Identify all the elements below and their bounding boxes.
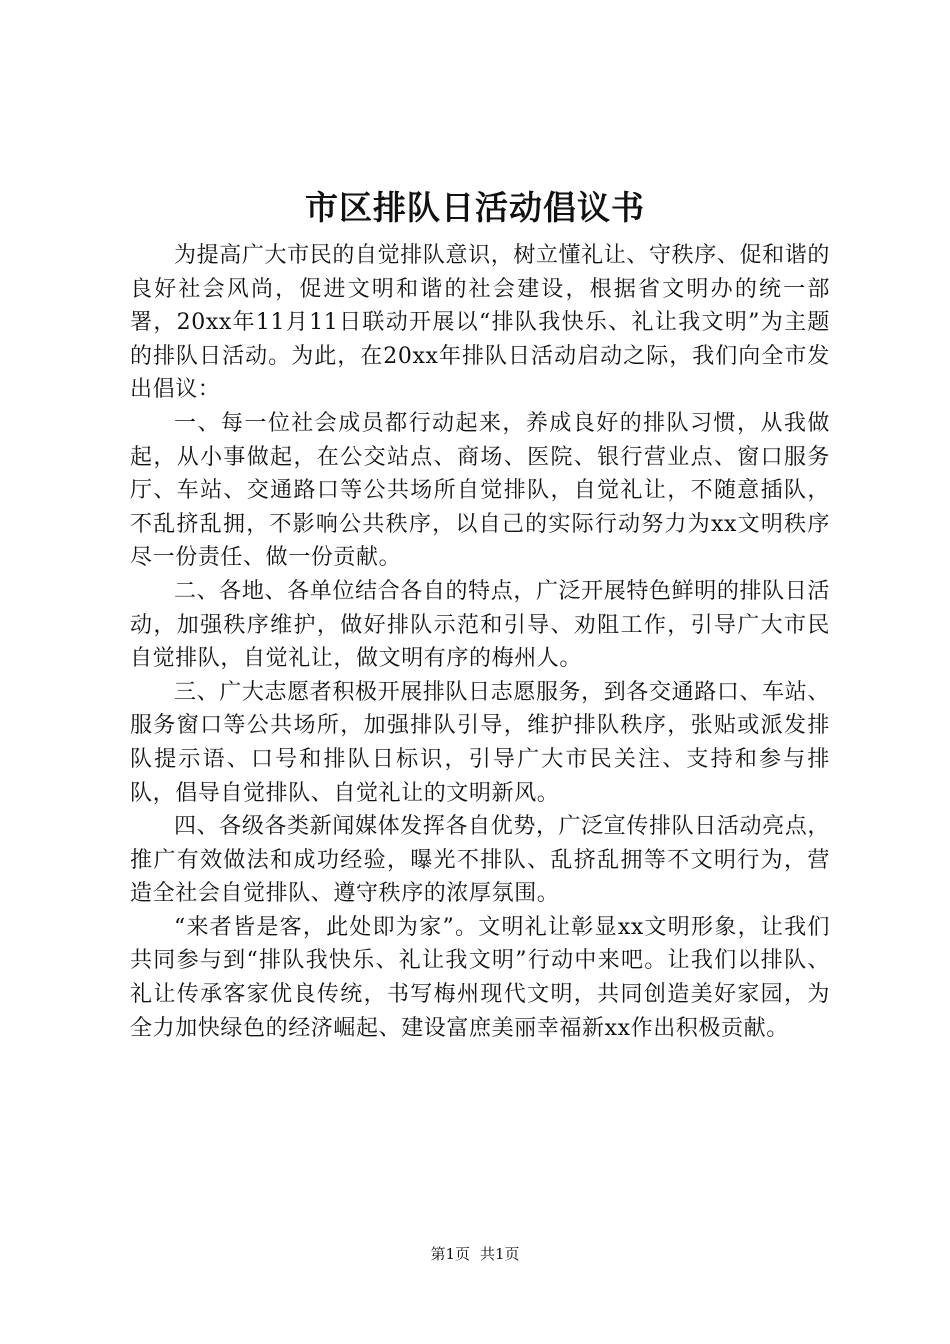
- page-footer: [0, 1244, 950, 1264]
- paragraph-point-1: 一、每一位社会成员都行动起来，养成良好的排队习惯，从我做起，从小事做起，在公交站点、商场、医院、银行营业点、窗口服务厅、车站、交通路口等公共场所自觉排队，自觉礼让，不随意插队，不乱挤乱拥，不影响公共秩序，以自己的实际行动努力为xx文明秩序尽一份责任、做一份贡献。: [130, 410, 830, 571]
- paragraph-point-3: 三、广大志愿者积极开展排队日志愿服务，到各交通路口、车站、服务窗口等公共场所，加强排队引导，维护排队秩序，张贴或派发排队提示语、口号和排队日标识，引导广大市民关注、支持和参与排队，倡导自觉排队、自觉礼让的文明新风。: [130, 679, 830, 806]
- document-body: [130, 239, 830, 1045]
- paragraph-closing: “来者皆是客，此处即为家”。文明礼让彰显xx文明形象，让我们共同参与到“排队我快乐、礼让我文明”行动中来吧。让我们以排队、礼让传承客家优良传统，书写梅州现代文明，共同创造美好家园，为全力加快绿色的经济崛起、建设富庶美丽幸福新xx作出积极贡献。: [130, 914, 830, 1041]
- document-title: 市区排队日活动倡议书: [305, 188, 645, 227]
- page-total: 共1页: [480, 1245, 520, 1263]
- page-number: 第1页: [430, 1245, 470, 1263]
- paragraph-point-4: 四、各级各类新闻媒体发挥各自优势，广泛宣传排队日活动亮点，推广有效做法和成功经验，曝光不排队、乱挤乱拥等不文明行为，营造全社会自觉排队、遵守秩序的浓厚氛围。: [130, 814, 830, 907]
- paragraph-intro: 为提高广大市民的自觉排队意识，树立懂礼让、守秩序、促和谐的良好社会风尚，促进文明和谐的社会建设，根据省文明办的统一部署，20xx年11月11日联动开展以“排队我快乐、礼让我文明”为主题的排队日活动。为此，在20xx年排队日活动启动之际，我们向全市发出倡议：: [130, 243, 830, 403]
- paragraph-point-2: 二、各地、各单位结合各自的特点，广泛开展特色鲜明的排队日活动，加强秩序维护，做好排队示范和引导、劝阻工作，引导广大市民自觉排队，自觉礼让，做文明有序的梅州人。: [130, 578, 830, 672]
